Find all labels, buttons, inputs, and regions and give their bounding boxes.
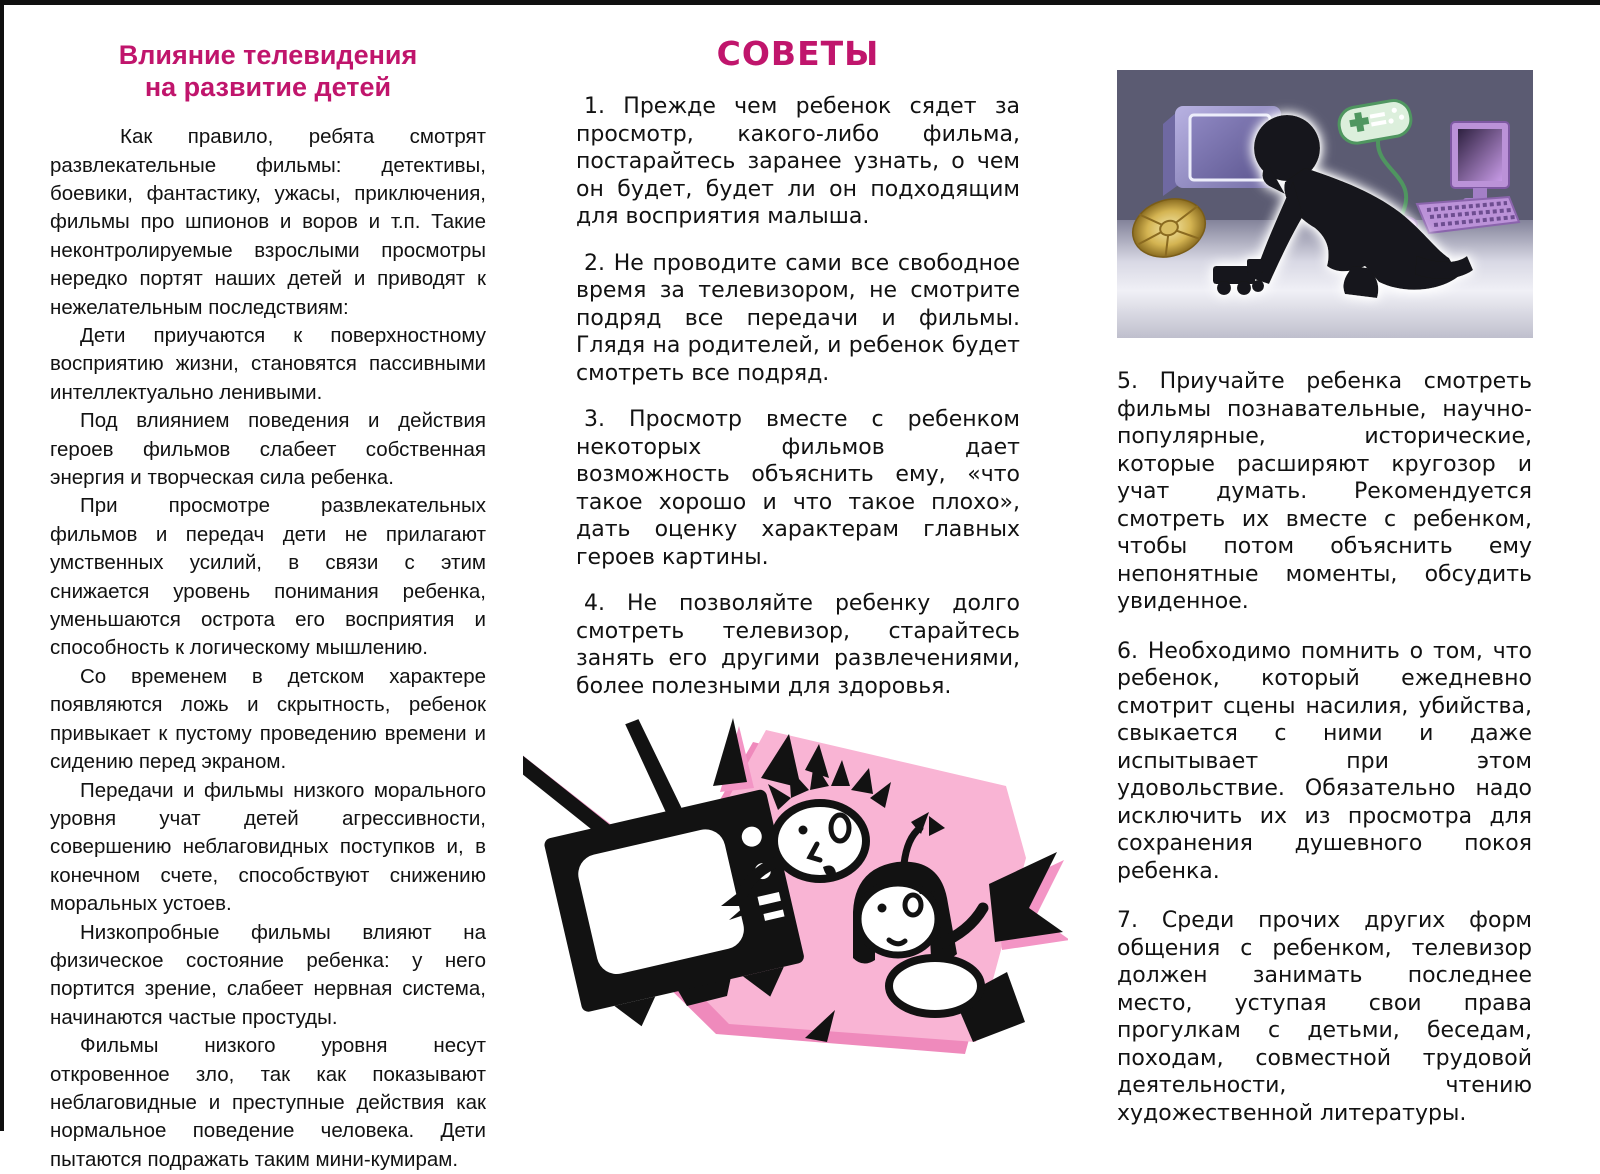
tv-antenna-right: [625, 714, 682, 818]
paragraph: Дети приучаются к поверхностному восприятию жизни, становятся пассивными интеллектуально ленивыми.: [50, 324, 486, 404]
tip-item: 4. Не позволяйте ребенку долго смотреть телевизор, старайтесь занять его другими развлечениями, более полезными для здоровья.: [576, 591, 1020, 699]
tip-item: 5. Приучайте ребенка смотреть фильмы познавательные, научно-популярные, исторические, которые расширяют кругозор и учат думать. Рекомендуется смотреть их вместе с ребенком, чтобы потом объяснить ему непонятные моменты, обсудить увиденное.: [1117, 369, 1532, 614]
tip-item: 2. Не проводите сами все свободное время за телевизором, не смотрите подряд все передачи и фильмы. Глядя на родителей, и ребенок будет смотреть все подряд.: [576, 250, 1020, 386]
tip-item: 1. Прежде чем ребенок сядет за просмотр, какого-либо фильма, постарайтесь заранее узнать, о чем он будет, будет ли он подходящим для восприятия малыша.: [576, 94, 1020, 229]
tip-item: 7. Среди прочих других форм общения с ребенком, телевизор должен занимать последнее место, уступая свои права прогулкам с детьми, беседам, походам, совместной трудовой деятельности, чтению художественной литературы.: [1117, 908, 1532, 1126]
left-column: [50, 40, 486, 1174]
paragraph: Фильмы низкого уровня несут откровенное зло, так как показывают неблаговидные и преступные действия как нормальное поведение человека. Дети пытаются подражать таким мини-кумирам.: [50, 1034, 486, 1171]
tips-list-1-4: [576, 93, 1020, 700]
cartoon-kids-tv-illustration: [523, 700, 1068, 1060]
left-title-line-2: на развитие детей: [144, 71, 392, 102]
kid1-left-eye: [799, 826, 808, 835]
tips-title: СОВЕТЫ: [716, 34, 880, 73]
paragraph: Низкопробные фильмы влияют на физическое состояние ребенка: у него портится зрение, слабеет нервная система, начинаются частые простуды.: [50, 920, 486, 1029]
left-column-title: [50, 40, 486, 103]
paragraph: Как правило, ребята смотрят развлекательные фильмы: детективы, боевики, фантастику, ужасы, приключения, фильмы про шпионов и воров и т.п. Такие неконтролируемые взрослыми просмотры нередко портят наших детей и приводят к нежелательным последствиям:: [50, 125, 486, 319]
kid2-right-eye: [905, 895, 921, 915]
middle-column: [576, 34, 1020, 719]
paragraph: При просмотре развлекательных фильмов и передач дети не прилагают умственных усилий, в связи с этим снижается уровень понимания ребенка, уменьшаются острота его восприятия и способность к логическому мышлению.: [50, 494, 486, 660]
kid2-left-eye: [878, 904, 887, 913]
paragraph: Передачи и фильмы низкого морального уровня учат детей агрессивности, совершению неблаговидных поступков и, в конечном счете, способствуют снижению моральных устоев.: [50, 778, 486, 916]
kid2-body: [889, 958, 981, 1014]
left-column-body: [50, 123, 486, 1174]
right-column: [1117, 60, 1532, 1149]
kid1-right-eye: [831, 815, 849, 841]
left-title-line-1: Влияние телевидения: [118, 40, 418, 70]
tip-item: 6. Необходимо помнить о том, что ребенок, который ежедневно смотрит сцены насилия, убийства, свыкается с ними и даже испытывает при этом удовольствие. Обязательно надо исключить их из просмотра для сохранения душевного покоя ребенка.: [1117, 638, 1532, 884]
tips-list-5-7: [1117, 368, 1532, 1127]
paragraph: Под влиянием поведения и действия героев фильмов слабеет собственная энергия и творческая сила ребенка.: [50, 409, 486, 490]
tip-item: 3. Просмотр вместе с ребенком некоторых фильмов дает возможность объяснить ему, «что такое хорошо и что такое плохо», дать оценку характерам главных героев картины.: [576, 407, 1020, 570]
child-technology-photo-illustration: [1117, 70, 1533, 338]
kid1-face: [774, 803, 866, 879]
paragraph: Со временем в детском характере появляются ложь и скрытность, ребенок привыкает к пустому проведению времени и сидению перед экраном.: [50, 664, 486, 774]
scan-artifact-top-edge: [0, 0, 1600, 5]
scan-artifact-left-edge: [0, 0, 4, 1131]
